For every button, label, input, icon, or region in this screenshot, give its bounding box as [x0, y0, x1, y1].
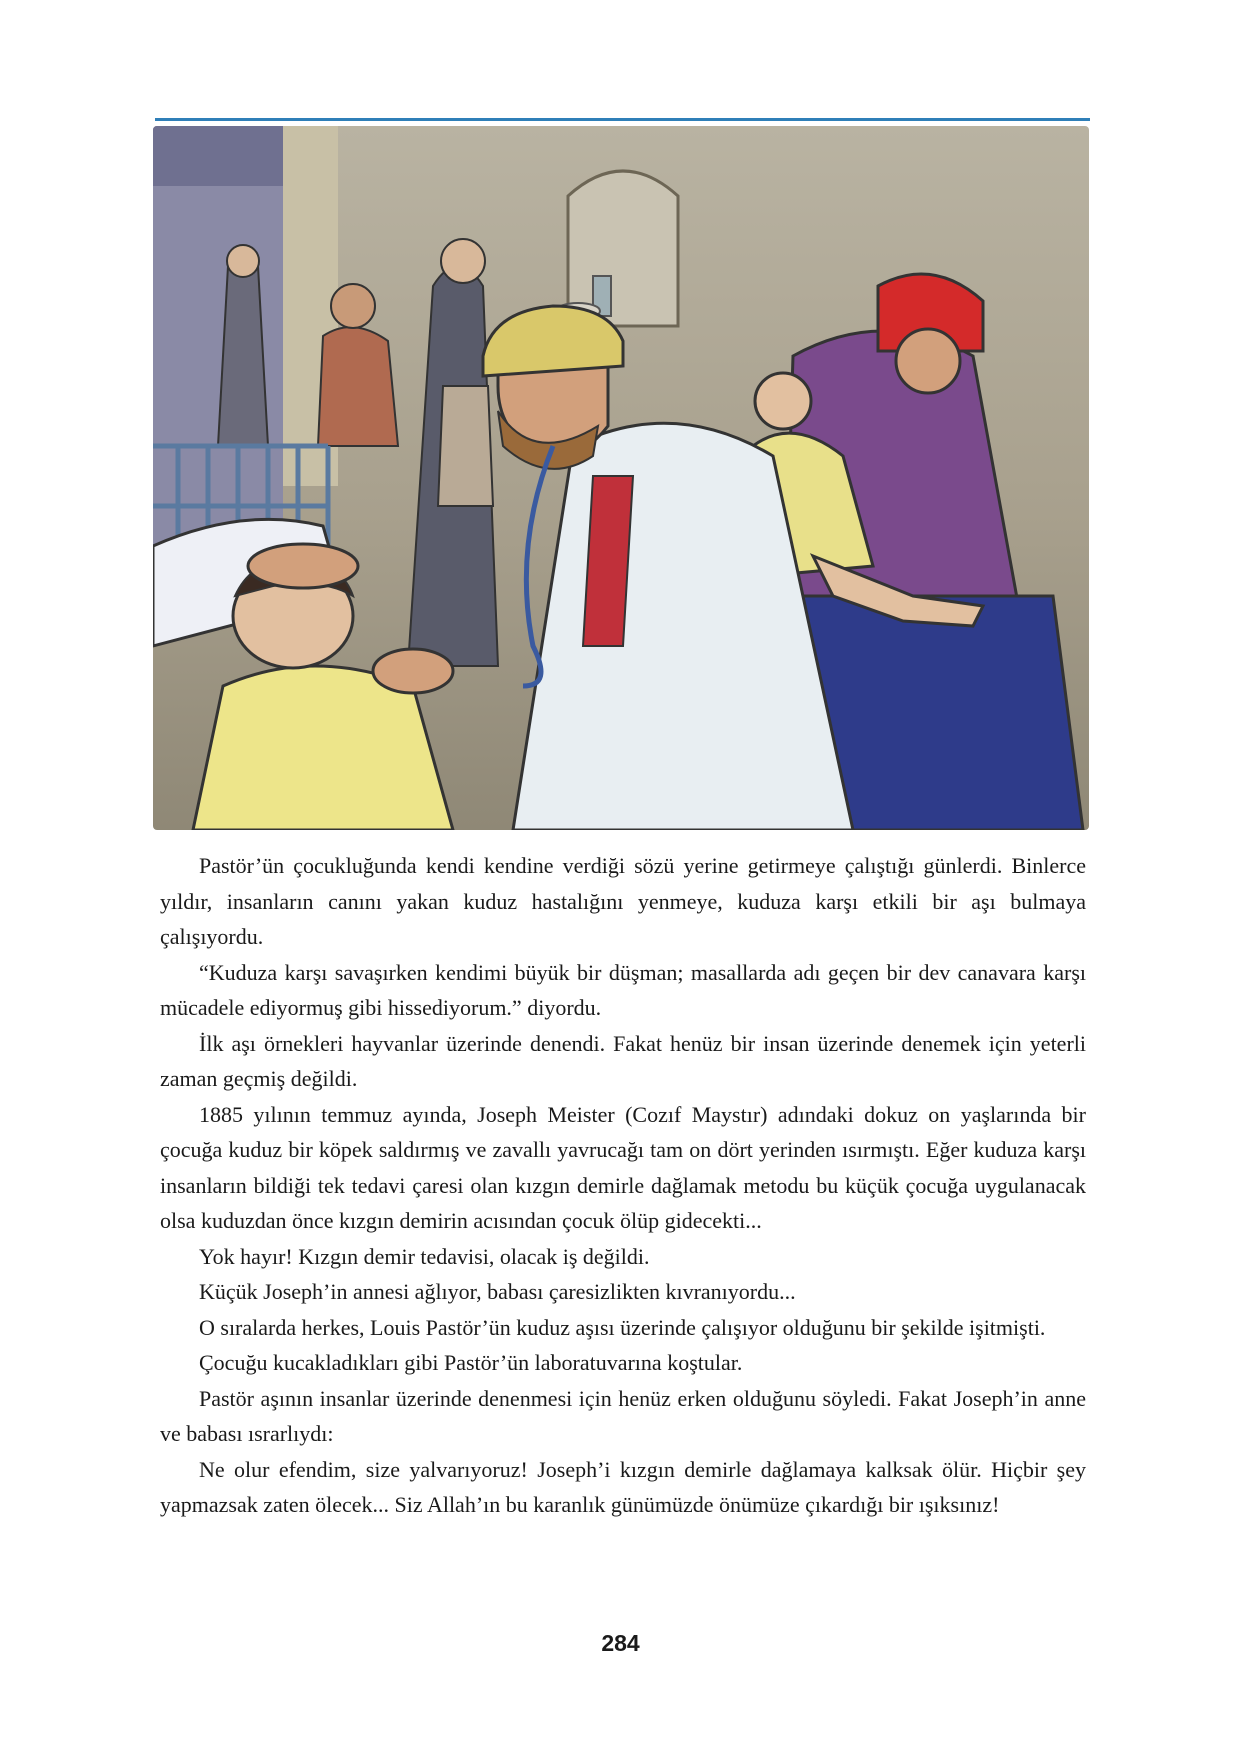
paragraph: İlk aşı örnekleri hayvanlar üzerinde denendi. Fakat henüz bir insan üzerinde denemek için yeterli zaman geçmiş değildi.	[160, 1030, 1086, 1091]
paragraph: 1885 yılının temmuz ayında, Joseph Meister (Cozıf Maystır) adındaki dokuz on yaşlarında bir çocuğa kuduz bir köpek saldırmış ve zavallı yavrucağı tam on dört yerinden ısırmıştı. Eğer kuduza karşı insanların bildiği tek tedavi çaresi olan kızgın demirle dağlamak metodu bu küçük çocuğa uygulanacak olsa kuduzdan önce kızgın demirin acısından çocuk ölüp gidecekti...	[160, 1101, 1086, 1233]
story-text	[160, 848, 1086, 1523]
doctor-hand-forehead	[248, 544, 358, 588]
paragraph: Pastör aşının insanlar üzerinde denenmesi için henüz erken olduğunu söyledi. Fakat Joseph’in anne ve babası ısrarlıydı:	[160, 1385, 1086, 1446]
paragraph: Çocuğu kucakladıkları gibi Pastör’ün laboratuvarına koştular.	[199, 1350, 743, 1375]
illustration-svg	[153, 126, 1089, 830]
patient-figure	[318, 327, 398, 446]
page-number: 284	[601, 1630, 640, 1656]
paragraph: Pastör’ün çocukluğunda kendi kendine verdiği sözü yerine getirmeye çalıştığı günlerdi. Binlerce yıldır, insanların canını yakan kuduz hastalığını yenmeye, kuduza karşı etkili bir aşı bulmaya çalışıyordu.	[160, 853, 1086, 949]
paragraph: “Kuduza karşı savaşırken kendimi büyük bir düşman; masallarda adı geçen bir dev canavara karşı mücadele ediyormuş gibi hissediyorum.” diyordu.	[160, 959, 1086, 1020]
paragraph: Küçük Joseph’in annesi ağlıyor, babası çaresizlikten kıvranıyordu...	[199, 1279, 796, 1304]
doctor-cap	[483, 306, 623, 376]
doctor-hand-chest	[373, 649, 453, 693]
doorway	[153, 126, 283, 556]
paragraph: O sıralarda herkes, Louis Pastör’ün kuduz aşısı üzerinde çalışıyor olduğunu bir şekilde işitmişti.	[199, 1314, 1046, 1340]
top-rule	[155, 118, 1090, 121]
illustration-image	[153, 126, 1089, 830]
paragraph: Ne olur efendim, size yalvarıyoruz! Joseph’i kızgın demirle dağlamaya kalksak ölür. Hiçbir şey yapmazsak zaten ölecek... Siz Allah’ın bu karanlık günümüzde önümüze çıkardığı bir ışıksınız!	[160, 1456, 1086, 1517]
paragraph: Yok hayır! Kızgın demir tedavisi, olacak iş değildi.	[199, 1243, 650, 1269]
